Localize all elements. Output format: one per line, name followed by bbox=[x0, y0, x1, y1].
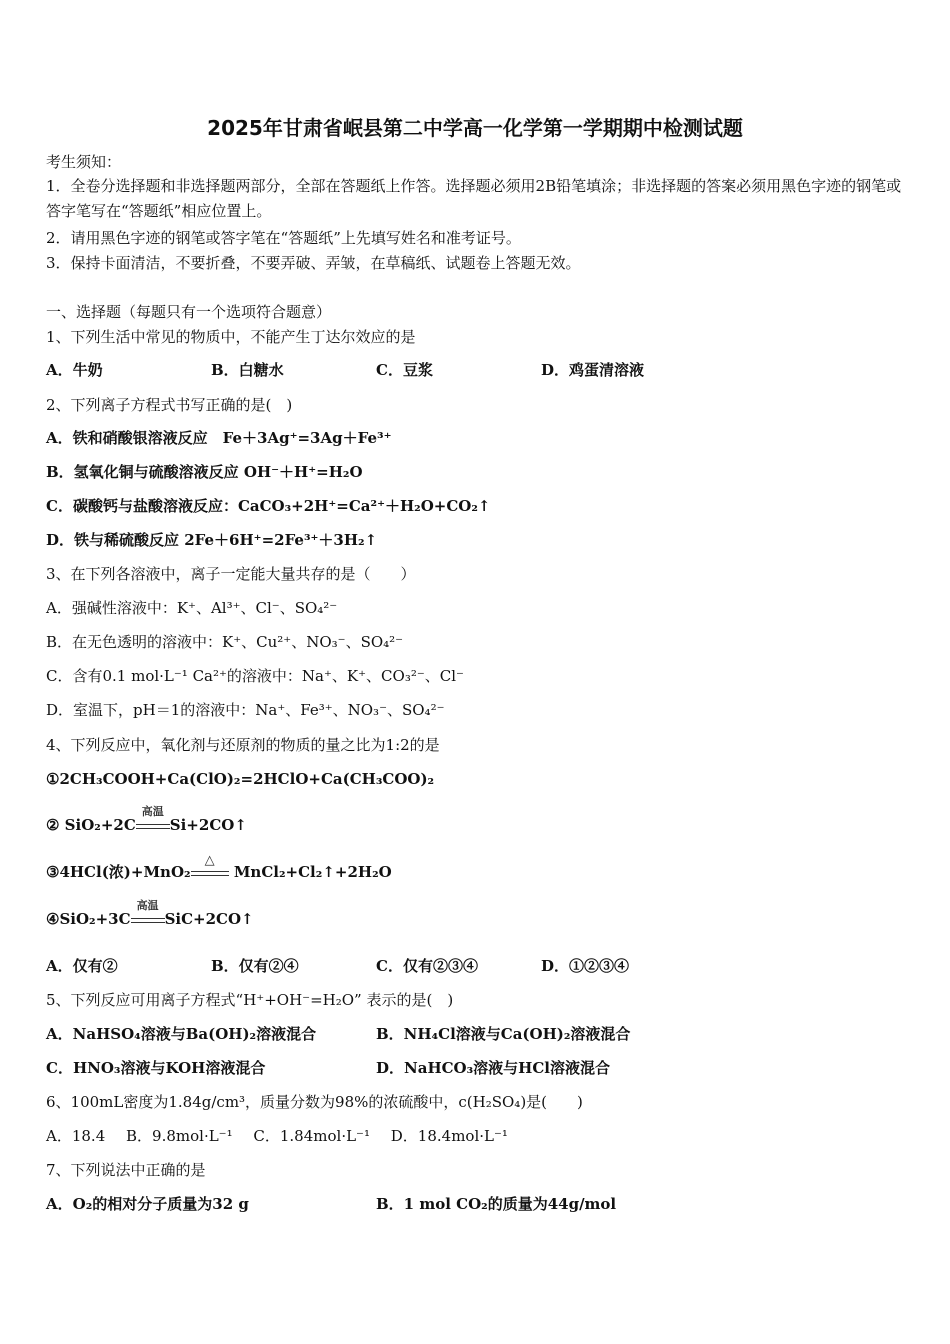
q1-option-a: A．牛奶 bbox=[46, 361, 103, 379]
q4-option-c: C．仅有②③④ bbox=[376, 957, 478, 975]
q6-option-b: B．9.8mol·L⁻¹ bbox=[126, 1127, 233, 1145]
equals-bars bbox=[131, 918, 165, 923]
q3-option-b: B．在无色透明的溶液中：K⁺、Cu²⁺、NO₃⁻、SO₄²⁻ bbox=[46, 633, 404, 651]
q6-option-d: D．18.4mol·L⁻¹ bbox=[390, 1127, 508, 1145]
q2-option-b: B．氢氧化铜与硫酸溶液反应 OH⁻＋H⁺=H₂O bbox=[46, 463, 363, 481]
notice-item-2: 2．请用黑色字迹的钢笔或答字笔在“答题纸”上先填写姓名和准考证号。 bbox=[46, 229, 521, 247]
q5-option-b: B．NH₄Cl溶液与Ca(OH)₂溶液混合 bbox=[376, 1025, 631, 1043]
q1-option-d: D．鸡蛋清溶液 bbox=[541, 361, 645, 379]
condition-arrow bbox=[131, 899, 165, 930]
q5-option-c: C．HNO₃溶液与KOH溶液混合 bbox=[46, 1059, 266, 1077]
notice-item-3: 3．保持卡面清洁，不要折叠，不要弄破、弄皱，在草稿纸、试题卷上答题无效。 bbox=[46, 254, 581, 272]
condition-label: 高温 bbox=[141, 805, 164, 818]
q7-option-b: B．1 mol CO₂的质量为44g/mol bbox=[376, 1195, 617, 1213]
question-6-stem: 6、100mL密度为1.84g/cm³，质量分数为98%的浓硫酸中，c(H₂SO₄)是( ) bbox=[46, 1093, 583, 1111]
q2-option-d: D．铁与稀硫酸反应 2Fe＋6H⁺=2Fe³⁺＋3H₂↑ bbox=[46, 531, 378, 549]
question-1-stem: 1、下列生活中常见的物质中，不能产生丁达尔效应的是 bbox=[46, 328, 416, 346]
q2-option-c: C．碳酸钙与盐酸溶液反应：CaCO₃+2H⁺=Ca²⁺＋H₂O+CO₂↑ bbox=[46, 497, 491, 515]
equals-bars bbox=[191, 871, 229, 876]
question-6-options bbox=[46, 1126, 524, 1146]
condition-label: △ bbox=[204, 853, 215, 868]
q6-option-c: C．1.84mol·L⁻¹ bbox=[253, 1127, 370, 1145]
question-1-options bbox=[46, 360, 706, 380]
q3-option-a: A．强碱性溶液中：K⁺、Al³⁺、Cl⁻、SO₄²⁻ bbox=[46, 599, 338, 617]
q4-reaction-4 bbox=[46, 899, 254, 930]
question-7-options bbox=[46, 1194, 706, 1214]
q4-reaction-4-right: SiC+2CO↑ bbox=[164, 910, 254, 928]
notice-item-1: 1．全卷分选择题和非选择题两部分，全部在答题纸上作答。选择题必须用2B铅笔填涂；非选择题的答案必须用黑色字迹的钢笔或答字笔写在“答题纸”相应位置上。 bbox=[46, 177, 902, 220]
q1-option-c: C．豆浆 bbox=[376, 361, 433, 379]
question-2-stem: 2、下列离子方程式书写正确的是( ) bbox=[46, 396, 293, 414]
q4-reaction-2-left: ② SiO₂+2C bbox=[46, 816, 136, 834]
q4-reaction-3 bbox=[46, 853, 392, 883]
equals-bars bbox=[136, 824, 170, 829]
notice-heading: 考生须知： bbox=[46, 153, 122, 171]
section-heading: 一、选择题（每题只有一个选项符合题意） bbox=[46, 303, 332, 321]
question-5-options-row-2 bbox=[46, 1058, 706, 1078]
q4-option-d: D．①②③④ bbox=[541, 957, 630, 975]
condition-arrow bbox=[136, 805, 170, 836]
q4-reaction-1: ①2CH₃COOH+Ca(ClO)₂=2HClO+Ca(CH₃COO)₂ bbox=[46, 770, 435, 788]
question-4-stem: 4、下列反应中，氧化剂与还原剂的物质的量之比为1:2的是 bbox=[46, 736, 440, 754]
q3-option-c: C．含有0.1 mol·L⁻¹ Ca²⁺的溶液中：Na⁺、K⁺、CO₃²⁻、Cl⁻ bbox=[46, 667, 464, 685]
question-4-options bbox=[46, 956, 706, 976]
q5-option-d: D．NaHCO₃溶液与HCl溶液混合 bbox=[376, 1059, 610, 1077]
q4-reaction-3-right: MnCl₂+Cl₂↑+2H₂O bbox=[228, 863, 392, 881]
q4-reaction-4-left: ④SiO₂+3C bbox=[46, 910, 131, 928]
q6-option-a: A．18.4 bbox=[46, 1127, 106, 1145]
q4-reaction-2 bbox=[46, 805, 247, 836]
q7-option-a: A．O₂的相对分子质量为32 g bbox=[46, 1195, 249, 1213]
q2-option-a: A．铁和硝酸银溶液反应 Fe＋3Ag⁺=3Ag＋Fe³⁺ bbox=[46, 429, 392, 447]
q4-option-b: B．仅有②④ bbox=[211, 957, 299, 975]
q5-option-a: A．NaHSO₄溶液与Ba(OH)₂溶液混合 bbox=[46, 1025, 317, 1043]
q4-reaction-3-left: ③4HCl(浓)+MnO₂ bbox=[46, 863, 191, 881]
q1-option-b: B．白糖水 bbox=[211, 361, 284, 379]
question-5-stem: 5、下列反应可用离子方程式“H⁺+OH⁻=H₂O” 表示的是( ) bbox=[46, 991, 454, 1009]
q4-reaction-2-right: Si+2CO↑ bbox=[169, 816, 247, 834]
question-5-options-row-1 bbox=[46, 1024, 706, 1044]
condition-label: 高温 bbox=[136, 899, 159, 912]
q3-option-d: D．室温下，pH＝1的溶液中：Na⁺、Fe³⁺、NO₃⁻、SO₄²⁻ bbox=[46, 701, 445, 719]
page-title: 2025年甘肃省岷县第二中学高一化学第一学期期中检测试题 bbox=[207, 116, 743, 140]
question-3-stem: 3、在下列各溶液中，离子一定能大量共存的是（ ） bbox=[46, 565, 416, 583]
question-7-stem: 7、下列说法中正确的是 bbox=[46, 1161, 206, 1179]
q4-option-a: A．仅有② bbox=[46, 957, 118, 975]
condition-arrow bbox=[191, 853, 229, 883]
